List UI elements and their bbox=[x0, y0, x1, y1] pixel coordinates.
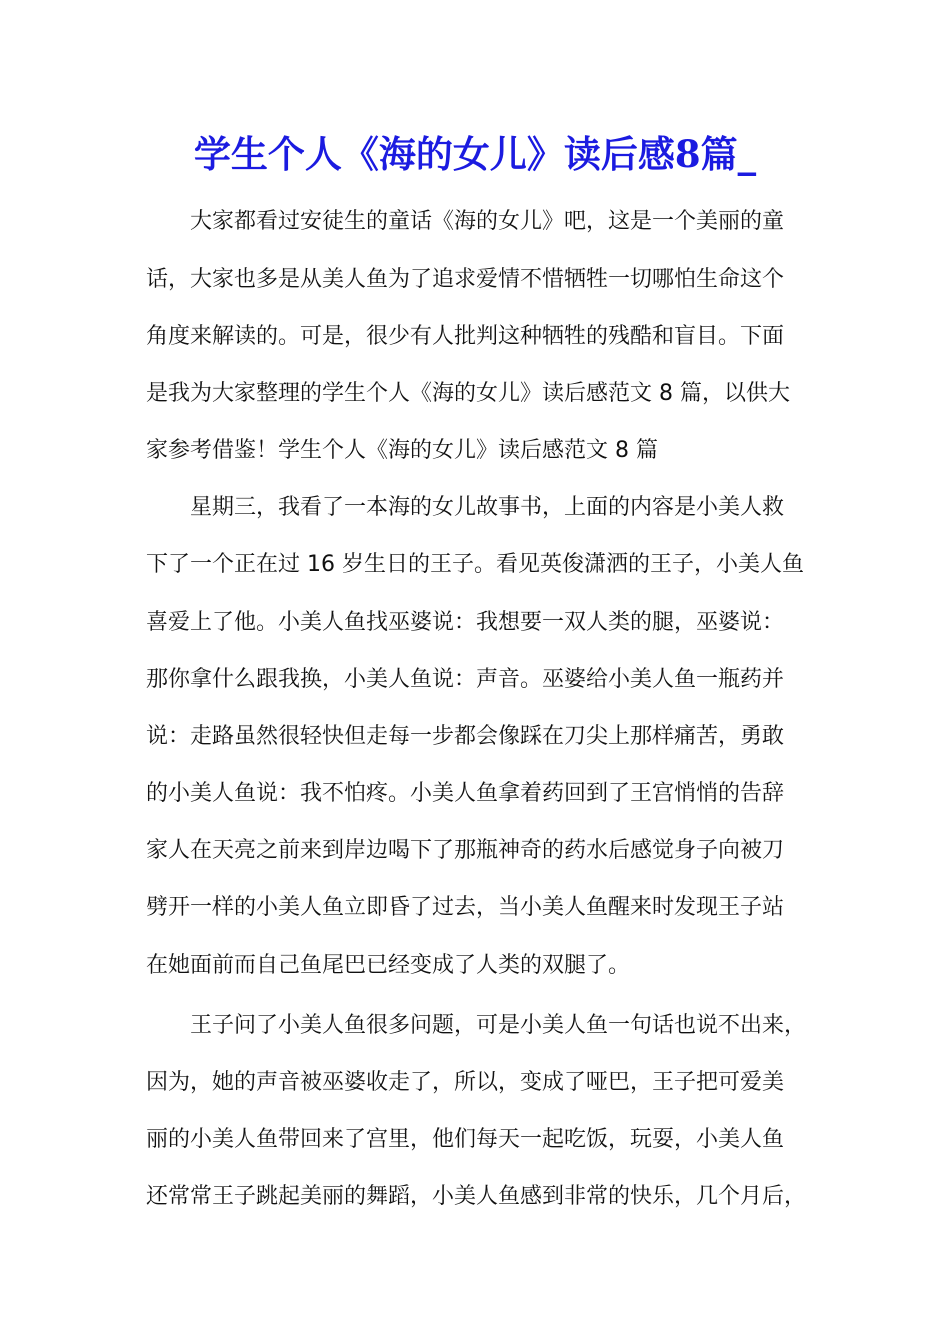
paragraph-2-line: 那你拿什么跟我换，小美人鱼说：声音。巫婆给小美人鱼一瓶药并 bbox=[146, 667, 785, 692]
paragraph-2-line: 家人在天亮之前来到岸边喝下了那瓶神奇的药水后感觉身子向被刀 bbox=[146, 838, 785, 863]
paragraph-2-line: 的小美人鱼说：我不怕疼。小美人鱼拿着药回到了王宫悄悄的告辞 bbox=[146, 781, 785, 806]
paragraph-1-line: 角度来解读的。可是，很少有人批判这种牺牲的残酷和盲目。下面 bbox=[146, 324, 785, 349]
paragraph-1-line: 话，大家也多是从美人鱼为了追求爱情不惜牺牲一切哪怕生命这个 bbox=[146, 267, 785, 292]
paragraph-2-line: 下了一个正在过 16 岁生日的王子。看见英俊潇洒的王子，小美人鱼 bbox=[146, 552, 804, 577]
paragraph-1-line: 是我为大家整理的学生个人《海的女儿》读后感范文 8 篇，以供大 bbox=[146, 381, 790, 406]
paragraph-2-line: 在她面前而自己鱼尾巴已经变成了人类的双腿了。 bbox=[146, 953, 631, 978]
document-title: 学生个人《海的女儿》读后感8篇_ bbox=[193, 132, 757, 176]
paragraph-1-line: 大家都看过安徒生的童话《海的女儿》吧，这是一个美丽的童 bbox=[190, 209, 785, 234]
paragraph-2-line: 说：走路虽然很轻快但走每一步都会像踩在刀尖上那样痛苦，勇敢 bbox=[146, 724, 785, 749]
paragraph-2-line: 劈开一样的小美人鱼立即昏了过去，当小美人鱼醒来时发现王子站 bbox=[146, 895, 785, 920]
paragraph-3-line: 因为，她的声音被巫婆收走了，所以，变成了哑巴，王子把可爱美 bbox=[146, 1070, 785, 1095]
paragraph-2-line: 喜爱上了他。小美人鱼找巫婆说：我想要一双人类的腿，巫婆说： bbox=[146, 610, 785, 635]
paragraph-3-line: 丽的小美人鱼带回来了宫里，他们每天一起吃饭，玩耍，小美人鱼 bbox=[146, 1127, 785, 1152]
paragraph-2-line: 星期三，我看了一本海的女儿故事书，上面的内容是小美人救 bbox=[190, 495, 785, 520]
paragraph-3-line: 王子问了小美人鱼很多问题，可是小美人鱼一句话也说不出来， bbox=[190, 1013, 807, 1038]
paragraph-3-line: 还常常王子跳起美丽的舞蹈，小美人鱼感到非常的快乐，几个月后， bbox=[146, 1184, 807, 1209]
paragraph-1-line: 家参考借鉴！学生个人《海的女儿》读后感范文 8 篇 bbox=[146, 438, 658, 463]
